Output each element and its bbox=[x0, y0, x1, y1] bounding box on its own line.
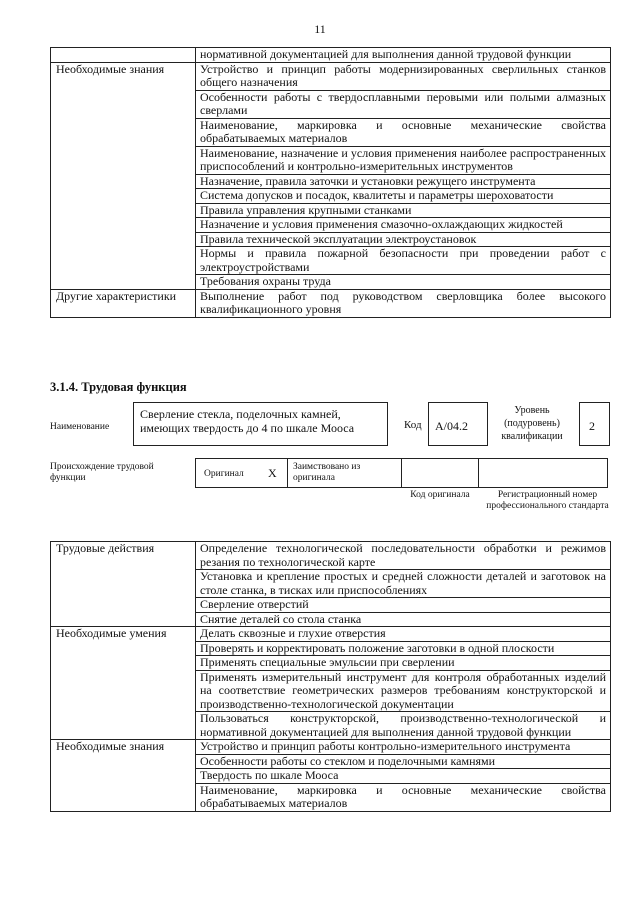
row-text: Проверять и корректировать положение заготовки в одной плоскости bbox=[196, 641, 611, 656]
divider bbox=[478, 458, 479, 488]
table-row bbox=[51, 627, 611, 642]
row-text: Назначение и условия применения смазочно-охлаждающих жидкостей bbox=[196, 218, 611, 233]
row-text: Применять измерительный инструмент для контроля обработанных изделий на соответствие геометрических размеров требованиям конструкторской и производственно-технологической документации bbox=[196, 670, 611, 712]
row-text: Устройство и принцип работы модернизированных сверлильных станков общего назначения bbox=[196, 62, 611, 90]
row-label bbox=[51, 48, 196, 63]
origin-box bbox=[195, 458, 608, 488]
row-label: Необходимые умения bbox=[51, 627, 196, 740]
row-text: Наименование, назначение и условия применения наиболее распространенных приспособлений и контрольно-измерительных инструментов bbox=[196, 146, 611, 174]
table-row bbox=[51, 740, 611, 755]
row-text: Требования охраны труда bbox=[196, 275, 611, 290]
row-text: Установка и крепление простых и средней сложности деталей и заготовок на столе станка, в тисках или приспособлениях bbox=[196, 570, 611, 598]
page-number: 11 bbox=[314, 22, 326, 36]
row-text: Снятие деталей со стола станка bbox=[196, 612, 611, 627]
row-text: Устройство и принцип работы контрольно-измерительного инструмента bbox=[196, 740, 611, 755]
row-label: Необходимые знания bbox=[51, 740, 196, 812]
section-heading: 3.1.4. Трудовая функция bbox=[50, 380, 187, 394]
table-row bbox=[51, 48, 611, 63]
name-label: Наименование bbox=[50, 422, 110, 432]
row-text: Особенности работы со стеклом и поделочными камнями bbox=[196, 754, 611, 769]
row-text: Правила управления крупными станками bbox=[196, 203, 611, 218]
row-text: Выполнение работ под руководством сверловщика более высокого квалификационного уровня bbox=[196, 289, 611, 317]
row-text: нормативной документацией для выполнения данной трудовой функции bbox=[196, 48, 611, 63]
row-text: Определение технологической последовательности обработки и режимов резания по технологической карте bbox=[196, 542, 611, 570]
origin-label: Происхождение трудовой функции bbox=[50, 462, 154, 483]
row-text: Твердость по шкале Мооса bbox=[196, 769, 611, 784]
knowledge-table-continued bbox=[50, 47, 611, 318]
level-label: Уровень (подуровень) квалификации bbox=[501, 405, 563, 442]
table-row bbox=[51, 542, 611, 570]
row-text: Нормы и правила пожарной безопасности при проведении работ с электроустройствами bbox=[196, 247, 611, 275]
row-text: Правила технической эксплуатации электроустановок bbox=[196, 232, 611, 247]
row-text: Пользоваться конструкторской, производственно-технологической и нормативной документацией для выполнения данной трудовой функции bbox=[196, 712, 611, 740]
divider bbox=[287, 458, 288, 488]
row-label: Необходимые знания bbox=[51, 62, 196, 289]
row-text: Наименование, маркировка и основные механические свойства обрабатываемых материалов bbox=[196, 118, 611, 146]
code-original-label: Код оригинала bbox=[410, 490, 470, 500]
row-text: Система допусков и посадок, квалитеты и параметры шероховатости bbox=[196, 189, 611, 204]
row-label: Другие характеристики bbox=[51, 289, 196, 317]
row-text: Назначение, правила заточки и установки режущего инструмента bbox=[196, 174, 611, 189]
row-text: Особенности работы с твердосплавными перовыми или полыми алмазных сверлами bbox=[196, 90, 611, 118]
code-label: Код bbox=[404, 419, 422, 431]
row-label: Трудовые действия bbox=[51, 542, 196, 627]
original-label: Оригинал bbox=[204, 469, 244, 479]
table-row bbox=[51, 62, 611, 90]
row-text: Сверление отверстий bbox=[196, 598, 611, 613]
table-row bbox=[51, 289, 611, 317]
row-text: Применять специальные эмульсии при сверлении bbox=[196, 656, 611, 671]
level-value-box: 2 bbox=[579, 402, 610, 446]
code-value-box: A/04.2 bbox=[428, 402, 488, 446]
original-mark: X bbox=[268, 466, 277, 480]
divider bbox=[401, 458, 402, 488]
reg-number-label: Регистрационный номер профессионального стандарта bbox=[486, 490, 609, 511]
row-text: Делать сквозные и глухие отверстия bbox=[196, 627, 611, 642]
row-text: Наименование, маркировка и основные механические свойства обрабатываемых материалов bbox=[196, 783, 611, 811]
borrowed-label: Заимствовано из оригинала bbox=[293, 462, 361, 483]
work-function-table bbox=[50, 541, 611, 812]
function-name-box: Сверление стекла, поделочных камней, имеющих твердость до 4 по шкале Мооса bbox=[133, 402, 388, 446]
